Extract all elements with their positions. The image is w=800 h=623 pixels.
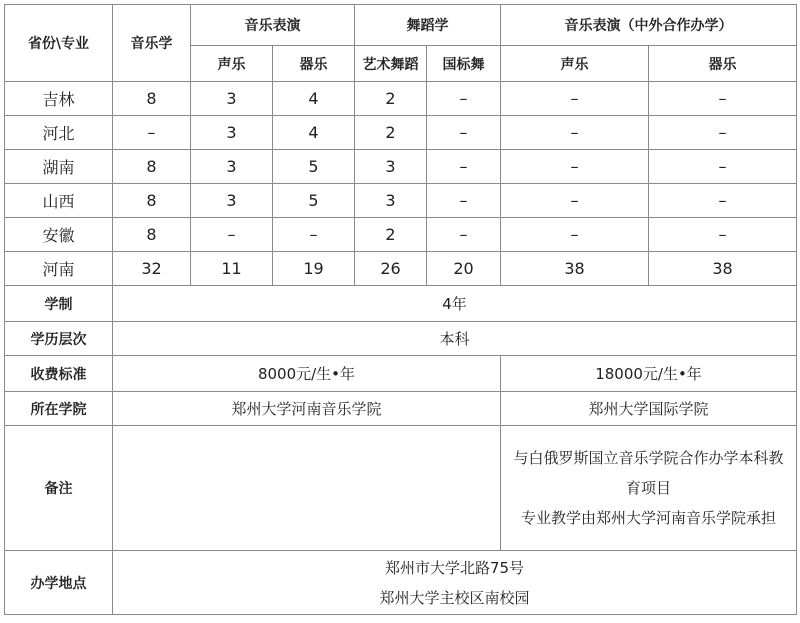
location-line-1: 郑州市大学北路75号 bbox=[384, 558, 525, 577]
fee-intl: 18000元/生•年 bbox=[501, 356, 797, 392]
value-cell: 38 bbox=[649, 252, 797, 286]
value-cell: 3 bbox=[355, 150, 427, 184]
table-row bbox=[5, 116, 797, 150]
province-cell: 湖南 bbox=[5, 150, 113, 184]
value-cell: 2 bbox=[355, 82, 427, 116]
value-cell: 26 bbox=[355, 252, 427, 286]
duration-value: 4年 bbox=[113, 286, 797, 322]
header-province-major: 省份\专业 bbox=[5, 5, 113, 82]
value-cell: 8 bbox=[113, 82, 191, 116]
table-row bbox=[5, 82, 797, 116]
header-dance-studies: 舞蹈学 bbox=[355, 5, 501, 46]
province-cell: 河南 bbox=[5, 252, 113, 286]
college-label: 所在学院 bbox=[5, 392, 113, 426]
location-line-2: 郑州大学主校区南校园 bbox=[379, 588, 530, 607]
table-row bbox=[5, 252, 797, 286]
value-cell: 2 bbox=[355, 116, 427, 150]
remarks-domestic bbox=[113, 426, 501, 551]
value-cell: – bbox=[427, 218, 501, 252]
remarks-intl-line-2: 专业教学由郑州大学河南音乐学院承担 bbox=[520, 509, 776, 527]
value-cell: 38 bbox=[501, 252, 649, 286]
value-cell: – bbox=[113, 116, 191, 150]
value-cell: 4 bbox=[273, 116, 355, 150]
remarks-intl-line-1: 与白俄罗斯国立音乐学院合作办学本科教育项目 bbox=[513, 449, 784, 497]
header-music-studies: 音乐学 bbox=[113, 5, 191, 82]
value-cell: – bbox=[191, 218, 273, 252]
fee-domestic: 8000元/生•年 bbox=[113, 356, 501, 392]
fee-label: 收费标准 bbox=[5, 356, 113, 392]
duration-label: 学制 bbox=[5, 286, 113, 322]
remarks-intl bbox=[501, 426, 797, 551]
value-cell: – bbox=[427, 184, 501, 218]
value-cell: 5 bbox=[273, 150, 355, 184]
province-cell: 安徽 bbox=[5, 218, 113, 252]
subheader-intl-vocal: 声乐 bbox=[501, 46, 649, 82]
remarks-label: 备注 bbox=[5, 426, 113, 551]
degree-value: 本科 bbox=[113, 322, 797, 356]
value-cell: – bbox=[501, 116, 649, 150]
value-cell: – bbox=[427, 82, 501, 116]
value-cell: 8 bbox=[113, 184, 191, 218]
table-row bbox=[5, 150, 797, 184]
subheader-instrumental: 器乐 bbox=[273, 46, 355, 82]
location-label: 办学地点 bbox=[5, 551, 113, 615]
degree-label: 学历层次 bbox=[5, 322, 113, 356]
subheader-vocal: 声乐 bbox=[191, 46, 273, 82]
value-cell: 20 bbox=[427, 252, 501, 286]
value-cell: – bbox=[649, 150, 797, 184]
college-intl: 郑州大学国际学院 bbox=[501, 392, 797, 426]
value-cell: – bbox=[649, 82, 797, 116]
province-cell: 河北 bbox=[5, 116, 113, 150]
value-cell: – bbox=[273, 218, 355, 252]
table-row bbox=[5, 184, 797, 218]
value-cell: – bbox=[649, 184, 797, 218]
province-cell: 山西 bbox=[5, 184, 113, 218]
college-domestic: 郑州大学河南音乐学院 bbox=[113, 392, 501, 426]
subheader-intl-instrumental: 器乐 bbox=[649, 46, 797, 82]
value-cell: 11 bbox=[191, 252, 273, 286]
value-cell: – bbox=[501, 184, 649, 218]
value-cell: 3 bbox=[191, 82, 273, 116]
value-cell: 8 bbox=[113, 218, 191, 252]
subheader-ballroom-dance: 国标舞 bbox=[427, 46, 501, 82]
value-cell: 2 bbox=[355, 218, 427, 252]
location-value bbox=[113, 551, 797, 615]
value-cell: – bbox=[427, 150, 501, 184]
header-music-performance: 音乐表演 bbox=[191, 5, 355, 46]
header-music-performance-intl: 音乐表演（中外合作办学） bbox=[501, 5, 797, 46]
value-cell: – bbox=[427, 116, 501, 150]
value-cell: – bbox=[501, 218, 649, 252]
value-cell: 3 bbox=[355, 184, 427, 218]
value-cell: – bbox=[501, 150, 649, 184]
province-cell: 吉林 bbox=[5, 82, 113, 116]
value-cell: 8 bbox=[113, 150, 191, 184]
value-cell: 3 bbox=[191, 150, 273, 184]
value-cell: – bbox=[649, 116, 797, 150]
admissions-table bbox=[4, 4, 797, 615]
table-row bbox=[5, 218, 797, 252]
value-cell: 32 bbox=[113, 252, 191, 286]
value-cell: 4 bbox=[273, 82, 355, 116]
value-cell: 5 bbox=[273, 184, 355, 218]
subheader-art-dance: 艺术舞蹈 bbox=[355, 46, 427, 82]
value-cell: – bbox=[649, 218, 797, 252]
value-cell: 3 bbox=[191, 116, 273, 150]
value-cell: – bbox=[501, 82, 649, 116]
value-cell: 3 bbox=[191, 184, 273, 218]
value-cell: 19 bbox=[273, 252, 355, 286]
